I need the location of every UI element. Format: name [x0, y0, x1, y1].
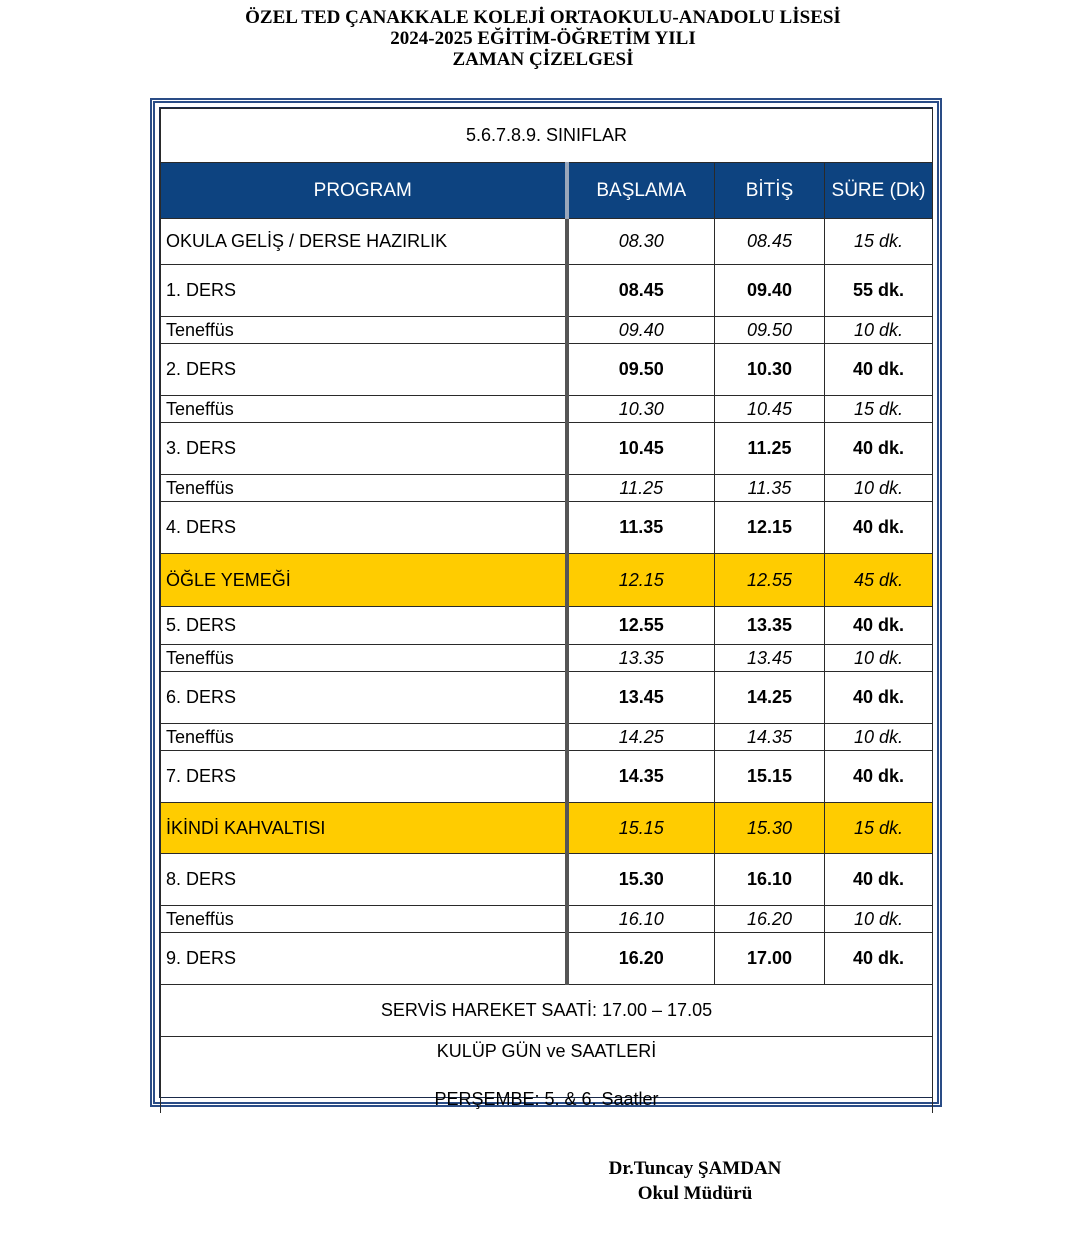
- row-start-time: 09.40: [567, 317, 715, 344]
- row-program: 4. DERS: [161, 502, 567, 554]
- principal-title: Okul Müdürü: [637, 1183, 753, 1204]
- row-duration: 40 dk.: [825, 423, 933, 475]
- row-program: OKULA GELİŞ / DERSE HAZIRLIK: [161, 219, 567, 265]
- row-program: Teneffüs: [161, 724, 567, 751]
- row-program: 7. DERS: [161, 751, 567, 803]
- row-start-time: 15.30: [567, 854, 715, 906]
- row-end-time: 13.35: [715, 607, 825, 645]
- club-title: KULÜP GÜN ve SAATLERİ: [436, 1041, 657, 1061]
- schedule-row: [161, 475, 933, 502]
- row-start-time: 13.35: [567, 645, 715, 672]
- document-header: [0, 7, 1086, 70]
- row-program: 1. DERS: [161, 265, 567, 317]
- row-program: 9. DERS: [161, 933, 567, 985]
- schedule-row: [161, 672, 933, 724]
- header-end: BİTİŞ: [715, 163, 825, 219]
- row-duration: 15 dk.: [825, 396, 933, 423]
- row-duration: 40 dk.: [825, 933, 933, 985]
- row-end-time: 15.30: [715, 803, 825, 854]
- row-program: 5. DERS: [161, 607, 567, 645]
- row-program: 6. DERS: [161, 672, 567, 724]
- school-name: ÖZEL TED ÇANAKKALE KOLEJİ ORTAOKULU-ANADOLU LİSESİ: [245, 7, 841, 28]
- row-program: Teneffüs: [161, 317, 567, 344]
- row-duration: 40 dk.: [825, 854, 933, 906]
- row-start-time: 10.30: [567, 396, 715, 423]
- row-duration: 15 dk.: [825, 803, 933, 854]
- schedule-row: [161, 724, 933, 751]
- row-duration: 40 dk.: [825, 502, 933, 554]
- schedule-row: [161, 265, 933, 317]
- row-start-time: 16.20: [567, 933, 715, 985]
- principal-name: Dr.Tuncay ŞAMDAN: [608, 1158, 782, 1179]
- row-end-time: 11.25: [715, 423, 825, 475]
- row-start-time: 09.50: [567, 344, 715, 396]
- row-duration: 15 dk.: [825, 219, 933, 265]
- header-duration: SÜRE (Dk): [825, 163, 933, 219]
- row-end-time: 17.00: [715, 933, 825, 985]
- row-duration: 10 dk.: [825, 724, 933, 751]
- row-program: İKİNDİ KAHVALTISI: [161, 803, 567, 854]
- row-duration: 55 dk.: [825, 265, 933, 317]
- grade-levels: 5.6.7.8.9. SINIFLAR: [161, 109, 933, 163]
- row-start-time: 12.55: [567, 607, 715, 645]
- schedule-row: [161, 502, 933, 554]
- row-program: Teneffüs: [161, 475, 567, 502]
- row-start-time: 10.45: [567, 423, 715, 475]
- service-time: SERVİS HAREKET SAATİ: 17.00 – 17.05: [161, 985, 933, 1037]
- row-program: Teneffüs: [161, 396, 567, 423]
- row-start-time: 14.25: [567, 724, 715, 751]
- row-end-time: 14.25: [715, 672, 825, 724]
- schedule-row: [161, 645, 933, 672]
- row-program: 3. DERS: [161, 423, 567, 475]
- row-duration: 40 dk.: [825, 672, 933, 724]
- row-end-time: 10.45: [715, 396, 825, 423]
- club-row: [161, 1037, 933, 1114]
- header-start: BAŞLAMA: [567, 163, 715, 219]
- row-end-time: 12.55: [715, 554, 825, 607]
- row-duration: 45 dk.: [825, 554, 933, 607]
- row-end-time: 08.45: [715, 219, 825, 265]
- schedule-row: [161, 423, 933, 475]
- row-duration: 40 dk.: [825, 607, 933, 645]
- row-duration: 40 dk.: [825, 751, 933, 803]
- row-end-time: 13.45: [715, 645, 825, 672]
- table-title-row: [161, 109, 933, 163]
- schedule-row: [161, 396, 933, 423]
- signature-block: [580, 1156, 810, 1206]
- document-title: ZAMAN ÇİZELGESİ: [452, 49, 634, 70]
- header-program: PROGRAM: [161, 163, 567, 219]
- row-end-time: 12.15: [715, 502, 825, 554]
- schedule-row: [161, 219, 933, 265]
- row-start-time: 11.25: [567, 475, 715, 502]
- row-end-time: 10.30: [715, 344, 825, 396]
- row-start-time: 13.45: [567, 672, 715, 724]
- row-start-time: 14.35: [567, 751, 715, 803]
- row-duration: 10 dk.: [825, 317, 933, 344]
- row-program: 8. DERS: [161, 854, 567, 906]
- row-start-time: 12.15: [567, 554, 715, 607]
- service-row: [161, 985, 933, 1037]
- row-end-time: 16.10: [715, 854, 825, 906]
- row-end-time: 15.15: [715, 751, 825, 803]
- row-start-time: 11.35: [567, 502, 715, 554]
- schedule-row: [161, 933, 933, 985]
- schedule-row: [161, 554, 933, 607]
- row-duration: 40 dk.: [825, 344, 933, 396]
- row-duration: 10 dk.: [825, 475, 933, 502]
- schedule-row: [161, 854, 933, 906]
- schedule-row: [161, 317, 933, 344]
- row-program: ÖĞLE YEMEĞİ: [161, 554, 567, 607]
- row-end-time: 14.35: [715, 724, 825, 751]
- row-duration: 10 dk.: [825, 645, 933, 672]
- table-header-row: [161, 163, 933, 219]
- row-start-time: 08.45: [567, 265, 715, 317]
- row-end-time: 09.40: [715, 265, 825, 317]
- schedule-row: [161, 803, 933, 854]
- row-program: 2. DERS: [161, 344, 567, 396]
- schedule-row: [161, 607, 933, 645]
- academic-year: 2024-2025 EĞİTİM-ÖĞRETİM YILI: [390, 28, 696, 49]
- club-time: PERŞEMBE: 5. & 6. Saatler: [434, 1089, 659, 1109]
- schedule-table: [160, 108, 933, 1113]
- row-start-time: 15.15: [567, 803, 715, 854]
- row-duration: 10 dk.: [825, 906, 933, 933]
- row-program: Teneffüs: [161, 906, 567, 933]
- row-program: Teneffüs: [161, 645, 567, 672]
- schedule-row: [161, 906, 933, 933]
- schedule-row: [161, 344, 933, 396]
- row-start-time: 16.10: [567, 906, 715, 933]
- schedule-row: [161, 751, 933, 803]
- row-end-time: 11.35: [715, 475, 825, 502]
- row-end-time: 09.50: [715, 317, 825, 344]
- row-start-time: 08.30: [567, 219, 715, 265]
- row-end-time: 16.20: [715, 906, 825, 933]
